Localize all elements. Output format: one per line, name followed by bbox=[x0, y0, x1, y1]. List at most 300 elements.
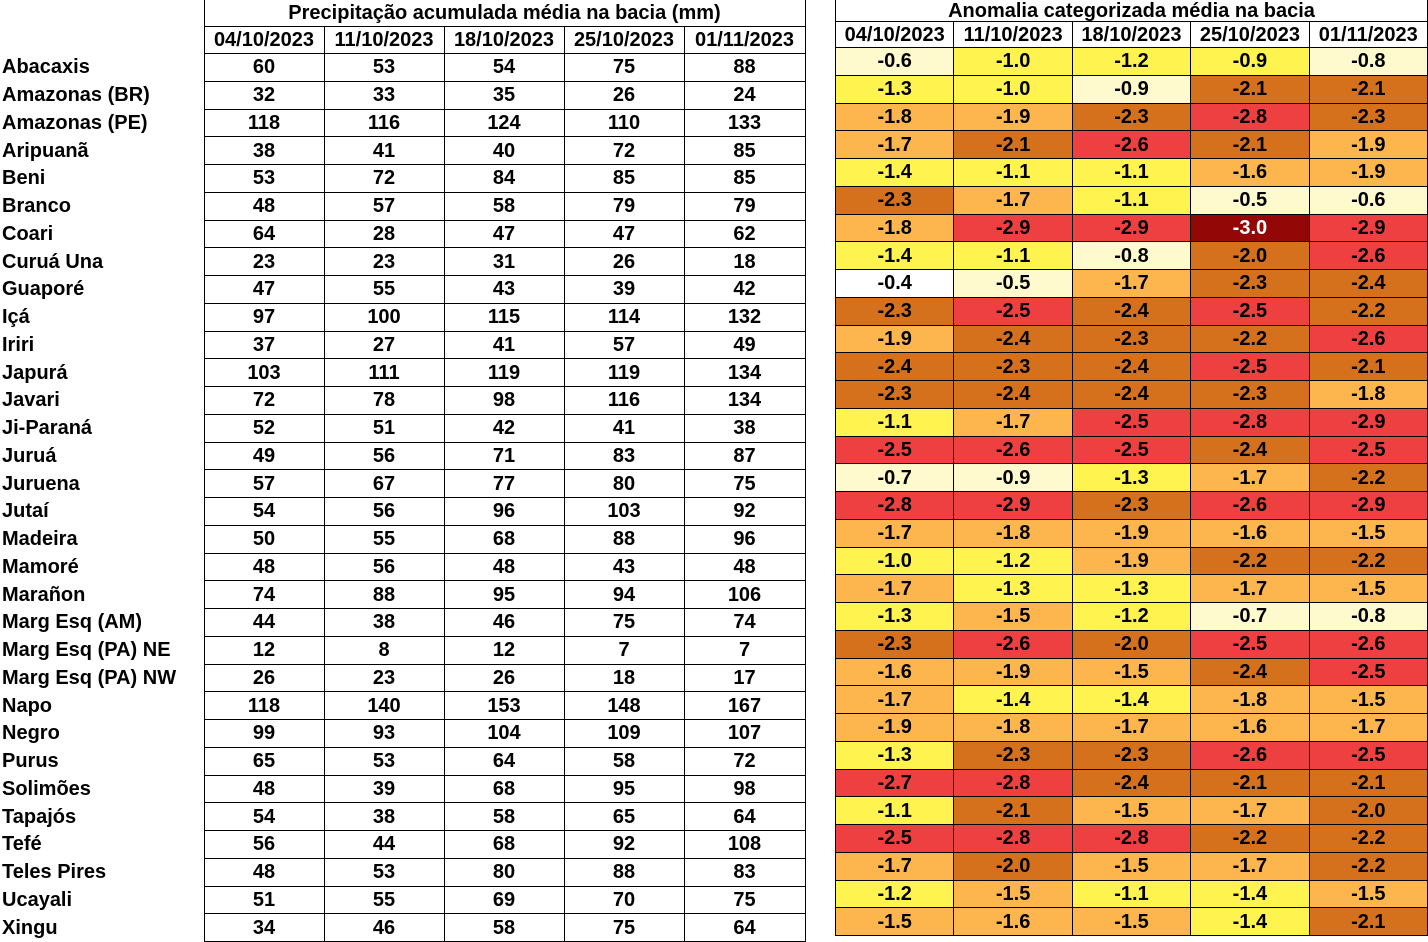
anomaly-value: -1.3 bbox=[836, 741, 954, 769]
table-row bbox=[836, 214, 1428, 242]
precipitation-value: 75 bbox=[564, 914, 684, 942]
precipitation-value: 107 bbox=[684, 720, 805, 748]
precipitation-value: 96 bbox=[444, 498, 564, 526]
precipitation-value: 42 bbox=[444, 414, 564, 442]
anomaly-value: -2.9 bbox=[954, 214, 1072, 242]
table-row bbox=[0, 664, 805, 692]
precipitation-value: 167 bbox=[684, 692, 805, 720]
precipitation-value: 44 bbox=[324, 831, 444, 859]
anomaly-value: -1.5 bbox=[1309, 686, 1427, 714]
precipitation-value: 51 bbox=[204, 886, 324, 914]
anomaly-value: -1.4 bbox=[1072, 686, 1190, 714]
anomaly-value: -1.3 bbox=[836, 603, 954, 631]
table-row bbox=[0, 636, 805, 664]
precipitation-value: 54 bbox=[204, 498, 324, 526]
precipitation-value: 47 bbox=[444, 220, 564, 248]
anomaly-value: -2.3 bbox=[836, 630, 954, 658]
table-row bbox=[0, 359, 805, 387]
anomaly-value: -1.0 bbox=[836, 547, 954, 575]
precipitation-value: 38 bbox=[204, 137, 324, 165]
anomaly-value: -1.0 bbox=[954, 48, 1072, 76]
precipitation-value: 88 bbox=[324, 581, 444, 609]
anomaly-value: -2.5 bbox=[954, 297, 1072, 325]
precipitation-value: 115 bbox=[444, 303, 564, 331]
table-row bbox=[836, 464, 1428, 492]
precipitation-value: 54 bbox=[444, 54, 564, 82]
basin-name: Tapajós bbox=[0, 803, 204, 831]
precipitation-value: 64 bbox=[684, 914, 805, 942]
precipitation-value: 57 bbox=[324, 192, 444, 220]
precipitation-value: 62 bbox=[684, 220, 805, 248]
anomaly-value: -0.9 bbox=[954, 464, 1072, 492]
anomaly-value: -2.1 bbox=[1309, 75, 1427, 103]
precipitation-value: 64 bbox=[204, 220, 324, 248]
corner-blank bbox=[0, 27, 204, 54]
precipitation-value: 65 bbox=[564, 803, 684, 831]
precipitation-value: 53 bbox=[204, 165, 324, 193]
table-row bbox=[836, 103, 1428, 131]
anomaly-value: -2.2 bbox=[1191, 825, 1309, 853]
basin-name: Içá bbox=[0, 303, 204, 331]
precipitation-value: 56 bbox=[324, 442, 444, 470]
anomaly-value: -2.0 bbox=[1191, 242, 1309, 270]
precipitation-value: 17 bbox=[684, 664, 805, 692]
basin-name: Amazonas (PE) bbox=[0, 109, 204, 137]
date-header: 04/10/2023 bbox=[836, 22, 954, 48]
table-row bbox=[836, 603, 1428, 631]
precipitation-value: 8 bbox=[324, 636, 444, 664]
precipitation-value: 47 bbox=[564, 220, 684, 248]
anomaly-value: -1.9 bbox=[954, 103, 1072, 131]
precipitation-value: 48 bbox=[444, 553, 564, 581]
anomaly-value: -2.6 bbox=[1309, 630, 1427, 658]
date-header: 04/10/2023 bbox=[204, 27, 324, 54]
precipitation-value: 75 bbox=[564, 609, 684, 637]
anomaly-value: -2.0 bbox=[954, 852, 1072, 880]
precipitation-value: 88 bbox=[564, 858, 684, 886]
precipitation-value: 98 bbox=[684, 775, 805, 803]
anomaly-value: -1.3 bbox=[1072, 464, 1190, 492]
precipitation-value: 38 bbox=[324, 803, 444, 831]
anomaly-value: -2.3 bbox=[836, 186, 954, 214]
anomaly-value: -2.8 bbox=[954, 769, 1072, 797]
precipitation-value: 53 bbox=[324, 747, 444, 775]
precipitation-value: 27 bbox=[324, 331, 444, 359]
precipitation-value: 18 bbox=[564, 664, 684, 692]
table-row bbox=[0, 525, 805, 553]
anomaly-value: -2.3 bbox=[1191, 381, 1309, 409]
precipitation-value: 51 bbox=[324, 414, 444, 442]
anomaly-value: -1.2 bbox=[836, 880, 954, 908]
anomaly-value: -2.5 bbox=[1309, 658, 1427, 686]
anomaly-value: -1.5 bbox=[1309, 519, 1427, 547]
anomaly-value: -0.5 bbox=[954, 270, 1072, 298]
anomaly-value: -2.3 bbox=[954, 353, 1072, 381]
precipitation-value: 23 bbox=[324, 664, 444, 692]
basin-name: Tefé bbox=[0, 831, 204, 859]
anomaly-value: -1.7 bbox=[836, 519, 954, 547]
anomaly-value: -1.7 bbox=[1072, 714, 1190, 742]
precipitation-value: 116 bbox=[564, 387, 684, 415]
precipitation-value: 23 bbox=[204, 248, 324, 276]
anomaly-value: -1.8 bbox=[1191, 686, 1309, 714]
precipitation-value: 85 bbox=[684, 137, 805, 165]
precipitation-value: 103 bbox=[204, 359, 324, 387]
precipitation-value: 12 bbox=[204, 636, 324, 664]
anomaly-value: -1.7 bbox=[1191, 575, 1309, 603]
precipitation-value: 41 bbox=[444, 331, 564, 359]
anomaly-value: -2.2 bbox=[1191, 325, 1309, 353]
precipitation-value: 56 bbox=[204, 831, 324, 859]
precipitation-value: 60 bbox=[204, 54, 324, 82]
anomaly-value: -1.6 bbox=[1191, 519, 1309, 547]
precipitation-value: 28 bbox=[324, 220, 444, 248]
precipitation-value: 119 bbox=[444, 359, 564, 387]
precipitation-value: 48 bbox=[684, 553, 805, 581]
anomaly-value: -2.4 bbox=[1072, 353, 1190, 381]
anomaly-title: Anomalia categorizada média na bacia bbox=[836, 0, 1428, 22]
basin-name: Marg Esq (PA) NE bbox=[0, 636, 204, 664]
precipitation-value: 55 bbox=[324, 886, 444, 914]
anomaly-value: -2.3 bbox=[836, 381, 954, 409]
anomaly-value: -1.4 bbox=[1191, 880, 1309, 908]
table-row bbox=[0, 831, 805, 859]
precipitation-value: 47 bbox=[204, 276, 324, 304]
precipitation-value: 114 bbox=[564, 303, 684, 331]
anomaly-value: -2.3 bbox=[954, 741, 1072, 769]
anomaly-value: -1.4 bbox=[954, 686, 1072, 714]
basin-name: Marg Esq (PA) NW bbox=[0, 664, 204, 692]
anomaly-value: -1.8 bbox=[836, 103, 954, 131]
table-row bbox=[836, 630, 1428, 658]
precipitation-title: Precipitação acumulada média na bacia (mm) bbox=[204, 0, 805, 27]
precipitation-value: 48 bbox=[204, 858, 324, 886]
anomaly-value: -2.0 bbox=[1309, 797, 1427, 825]
basin-name: Negro bbox=[0, 720, 204, 748]
table-row bbox=[0, 276, 805, 304]
basin-name: Mamoré bbox=[0, 553, 204, 581]
table-row bbox=[836, 880, 1428, 908]
precipitation-value: 67 bbox=[324, 470, 444, 498]
date-header: 01/11/2023 bbox=[1309, 22, 1427, 48]
anomaly-value: -2.1 bbox=[1191, 769, 1309, 797]
anomaly-value: -2.4 bbox=[1072, 769, 1190, 797]
anomaly-value: -1.1 bbox=[1072, 159, 1190, 187]
precipitation-value: 41 bbox=[564, 414, 684, 442]
anomaly-value: -1.2 bbox=[1072, 48, 1190, 76]
precipitation-value: 43 bbox=[444, 276, 564, 304]
table-row bbox=[836, 769, 1428, 797]
anomaly-value: -2.9 bbox=[1072, 214, 1190, 242]
table-row bbox=[836, 519, 1428, 547]
precipitation-value: 79 bbox=[684, 192, 805, 220]
anomaly-value: -1.5 bbox=[954, 880, 1072, 908]
anomaly-value: -1.3 bbox=[836, 75, 954, 103]
anomaly-value: -2.8 bbox=[836, 492, 954, 520]
table-row bbox=[836, 852, 1428, 880]
precipitation-value: 39 bbox=[564, 276, 684, 304]
anomaly-value: -1.3 bbox=[954, 575, 1072, 603]
anomaly-value: -2.9 bbox=[1309, 492, 1427, 520]
anomaly-value: -2.4 bbox=[836, 353, 954, 381]
anomaly-value: -1.5 bbox=[1072, 908, 1190, 936]
precipitation-value: 79 bbox=[564, 192, 684, 220]
precipitation-value: 56 bbox=[324, 498, 444, 526]
table-row bbox=[836, 714, 1428, 742]
table-row bbox=[0, 775, 805, 803]
precipitation-value: 58 bbox=[444, 192, 564, 220]
precipitation-value: 64 bbox=[684, 803, 805, 831]
precipitation-value: 71 bbox=[444, 442, 564, 470]
precipitation-value: 46 bbox=[324, 914, 444, 942]
precipitation-value: 140 bbox=[324, 692, 444, 720]
table-row bbox=[836, 658, 1428, 686]
precipitation-value: 110 bbox=[564, 109, 684, 137]
anomaly-value: -2.1 bbox=[1191, 75, 1309, 103]
precipitation-value: 94 bbox=[564, 581, 684, 609]
basin-name: Japurá bbox=[0, 359, 204, 387]
anomaly-value: -1.9 bbox=[1072, 547, 1190, 575]
table-row bbox=[0, 470, 805, 498]
table-row bbox=[836, 575, 1428, 603]
basin-name: Abacaxis bbox=[0, 54, 204, 82]
anomaly-value: -2.4 bbox=[1191, 436, 1309, 464]
anomaly-value: -2.2 bbox=[1191, 547, 1309, 575]
anomaly-value: -2.9 bbox=[1309, 408, 1427, 436]
anomaly-value: -1.5 bbox=[836, 908, 954, 936]
precipitation-value: 55 bbox=[324, 525, 444, 553]
precipitation-value: 72 bbox=[564, 137, 684, 165]
table-row bbox=[0, 387, 805, 415]
basin-name: Marg Esq (AM) bbox=[0, 609, 204, 637]
table-row bbox=[836, 242, 1428, 270]
table-row bbox=[0, 914, 805, 942]
basin-name: Juruá bbox=[0, 442, 204, 470]
precipitation-value: 88 bbox=[684, 54, 805, 82]
precipitation-value: 88 bbox=[564, 525, 684, 553]
anomaly-value: -0.7 bbox=[1191, 603, 1309, 631]
basin-name: Jutaí bbox=[0, 498, 204, 526]
precipitation-value: 78 bbox=[324, 387, 444, 415]
table-row bbox=[836, 686, 1428, 714]
precipitation-value: 95 bbox=[444, 581, 564, 609]
table-row bbox=[0, 803, 805, 831]
precipitation-value: 104 bbox=[444, 720, 564, 748]
precipitation-value: 70 bbox=[564, 886, 684, 914]
precipitation-value: 48 bbox=[204, 553, 324, 581]
precipitation-value: 34 bbox=[204, 914, 324, 942]
anomaly-value: -0.7 bbox=[836, 464, 954, 492]
anomaly-value: -1.7 bbox=[1191, 797, 1309, 825]
anomaly-value: -2.4 bbox=[954, 381, 1072, 409]
anomaly-value: -1.9 bbox=[1072, 519, 1190, 547]
anomaly-value: -3.0 bbox=[1191, 214, 1309, 242]
anomaly-value: -2.5 bbox=[1309, 436, 1427, 464]
anomaly-value: -2.6 bbox=[1191, 741, 1309, 769]
anomaly-value: -2.9 bbox=[1309, 214, 1427, 242]
precipitation-value: 92 bbox=[684, 498, 805, 526]
table-row bbox=[0, 54, 805, 82]
anomaly-value: -2.4 bbox=[954, 325, 1072, 353]
precipitation-value: 133 bbox=[684, 109, 805, 137]
basin-name: Coari bbox=[0, 220, 204, 248]
precipitation-value: 106 bbox=[684, 581, 805, 609]
table-row bbox=[836, 825, 1428, 853]
basin-name: Juruena bbox=[0, 470, 204, 498]
anomaly-value: -1.5 bbox=[1309, 575, 1427, 603]
precipitation-value: 52 bbox=[204, 414, 324, 442]
precipitation-value: 74 bbox=[684, 609, 805, 637]
precipitation-value: 83 bbox=[684, 858, 805, 886]
precipitation-value: 40 bbox=[444, 137, 564, 165]
table-row bbox=[0, 498, 805, 526]
precipitation-value: 32 bbox=[204, 81, 324, 109]
precipitation-value: 65 bbox=[204, 747, 324, 775]
anomaly-value: -1.4 bbox=[836, 242, 954, 270]
table-row bbox=[836, 186, 1428, 214]
anomaly-value: -1.9 bbox=[836, 714, 954, 742]
date-header: 01/11/2023 bbox=[684, 27, 805, 54]
anomaly-value: -2.3 bbox=[1191, 270, 1309, 298]
precipitation-value: 85 bbox=[564, 165, 684, 193]
anomaly-value: -1.7 bbox=[1309, 714, 1427, 742]
precipitation-value: 83 bbox=[564, 442, 684, 470]
date-header: 11/10/2023 bbox=[954, 22, 1072, 48]
precipitation-value: 97 bbox=[204, 303, 324, 331]
basin-name: Solimões bbox=[0, 775, 204, 803]
anomaly-value: -2.2 bbox=[1309, 547, 1427, 575]
anomaly-value: -2.6 bbox=[1309, 242, 1427, 270]
anomaly-value: -1.5 bbox=[954, 603, 1072, 631]
precipitation-value: 7 bbox=[684, 636, 805, 664]
anomaly-value: -1.7 bbox=[1072, 270, 1190, 298]
table-row bbox=[836, 75, 1428, 103]
precipitation-value: 56 bbox=[324, 553, 444, 581]
anomaly-value: -0.9 bbox=[1191, 48, 1309, 76]
anomaly-value: -1.4 bbox=[1191, 908, 1309, 936]
anomaly-value: -0.5 bbox=[1191, 186, 1309, 214]
table-row bbox=[0, 220, 805, 248]
precipitation-value: 68 bbox=[444, 775, 564, 803]
precipitation-value: 98 bbox=[444, 387, 564, 415]
precipitation-value: 55 bbox=[324, 276, 444, 304]
precipitation-value: 37 bbox=[204, 331, 324, 359]
anomaly-value: -2.5 bbox=[1072, 408, 1190, 436]
anomaly-value: -2.3 bbox=[1072, 325, 1190, 353]
precipitation-value: 18 bbox=[684, 248, 805, 276]
anomaly-value: -1.7 bbox=[836, 131, 954, 159]
precipitation-value: 92 bbox=[564, 831, 684, 859]
precipitation-value: 42 bbox=[684, 276, 805, 304]
precipitation-value: 23 bbox=[324, 248, 444, 276]
precipitation-value: 26 bbox=[564, 248, 684, 276]
anomaly-value: -2.2 bbox=[1309, 297, 1427, 325]
precipitation-value: 64 bbox=[444, 747, 564, 775]
anomaly-value: -2.3 bbox=[1309, 103, 1427, 131]
anomaly-value: -2.8 bbox=[954, 825, 1072, 853]
table-row bbox=[836, 131, 1428, 159]
basin-name: Napo bbox=[0, 692, 204, 720]
precipitation-value: 75 bbox=[564, 54, 684, 82]
precipitation-value: 38 bbox=[684, 414, 805, 442]
precipitation-value: 132 bbox=[684, 303, 805, 331]
precipitation-value: 72 bbox=[324, 165, 444, 193]
table-row bbox=[836, 381, 1428, 409]
table-row bbox=[0, 81, 805, 109]
precipitation-value: 50 bbox=[204, 525, 324, 553]
anomaly-value: -2.1 bbox=[1309, 769, 1427, 797]
table-row bbox=[0, 303, 805, 331]
precipitation-value: 57 bbox=[204, 470, 324, 498]
precipitation-value: 24 bbox=[684, 81, 805, 109]
precipitation-value: 53 bbox=[324, 54, 444, 82]
anomaly-value: -1.6 bbox=[836, 658, 954, 686]
precipitation-value: 75 bbox=[684, 470, 805, 498]
precipitation-value: 119 bbox=[564, 359, 684, 387]
table-row bbox=[836, 741, 1428, 769]
anomaly-value: -2.3 bbox=[1072, 741, 1190, 769]
anomaly-value: -2.4 bbox=[1309, 270, 1427, 298]
precipitation-value: 7 bbox=[564, 636, 684, 664]
anomaly-value: -2.1 bbox=[1309, 908, 1427, 936]
table-row bbox=[0, 886, 805, 914]
anomaly-value: -2.1 bbox=[1191, 131, 1309, 159]
basin-name: Javari bbox=[0, 387, 204, 415]
basin-name: Marañon bbox=[0, 581, 204, 609]
precipitation-value: 95 bbox=[564, 775, 684, 803]
basin-name: Teles Pires bbox=[0, 858, 204, 886]
precipitation-value: 116 bbox=[324, 109, 444, 137]
anomaly-value: -1.4 bbox=[836, 159, 954, 187]
anomaly-value: -2.6 bbox=[1309, 325, 1427, 353]
precipitation-value: 48 bbox=[204, 192, 324, 220]
precipitation-value: 68 bbox=[444, 525, 564, 553]
precipitation-value: 75 bbox=[684, 886, 805, 914]
anomaly-value: -1.9 bbox=[954, 658, 1072, 686]
anomaly-value: -1.6 bbox=[1191, 159, 1309, 187]
anomaly-value: -2.1 bbox=[954, 131, 1072, 159]
table-row bbox=[836, 353, 1428, 381]
precipitation-value: 48 bbox=[204, 775, 324, 803]
basin-name: Madeira bbox=[0, 525, 204, 553]
precipitation-value: 134 bbox=[684, 387, 805, 415]
precipitation-value: 72 bbox=[204, 387, 324, 415]
precipitation-value: 96 bbox=[684, 525, 805, 553]
table-row bbox=[836, 408, 1428, 436]
anomaly-value: -2.6 bbox=[1072, 131, 1190, 159]
anomaly-table bbox=[835, 0, 1428, 936]
precipitation-value: 84 bbox=[444, 165, 564, 193]
anomaly-value: -1.3 bbox=[1072, 575, 1190, 603]
table-row bbox=[0, 858, 805, 886]
anomaly-value: -2.3 bbox=[1072, 492, 1190, 520]
anomaly-value: -0.6 bbox=[836, 48, 954, 76]
precipitation-value: 80 bbox=[444, 858, 564, 886]
precipitation-value: 72 bbox=[684, 747, 805, 775]
table-row bbox=[0, 331, 805, 359]
precipitation-value: 118 bbox=[204, 692, 324, 720]
anomaly-value: -1.8 bbox=[954, 714, 1072, 742]
anomaly-value: -1.2 bbox=[1072, 603, 1190, 631]
basin-name: Xingu bbox=[0, 914, 204, 942]
anomaly-value: -1.7 bbox=[1191, 852, 1309, 880]
precipitation-value: 69 bbox=[444, 886, 564, 914]
anomaly-value: -0.8 bbox=[1072, 242, 1190, 270]
anomaly-value: -0.4 bbox=[836, 270, 954, 298]
basin-name: Aripuanã bbox=[0, 137, 204, 165]
anomaly-value: -1.8 bbox=[954, 519, 1072, 547]
anomaly-value: -1.5 bbox=[1072, 797, 1190, 825]
